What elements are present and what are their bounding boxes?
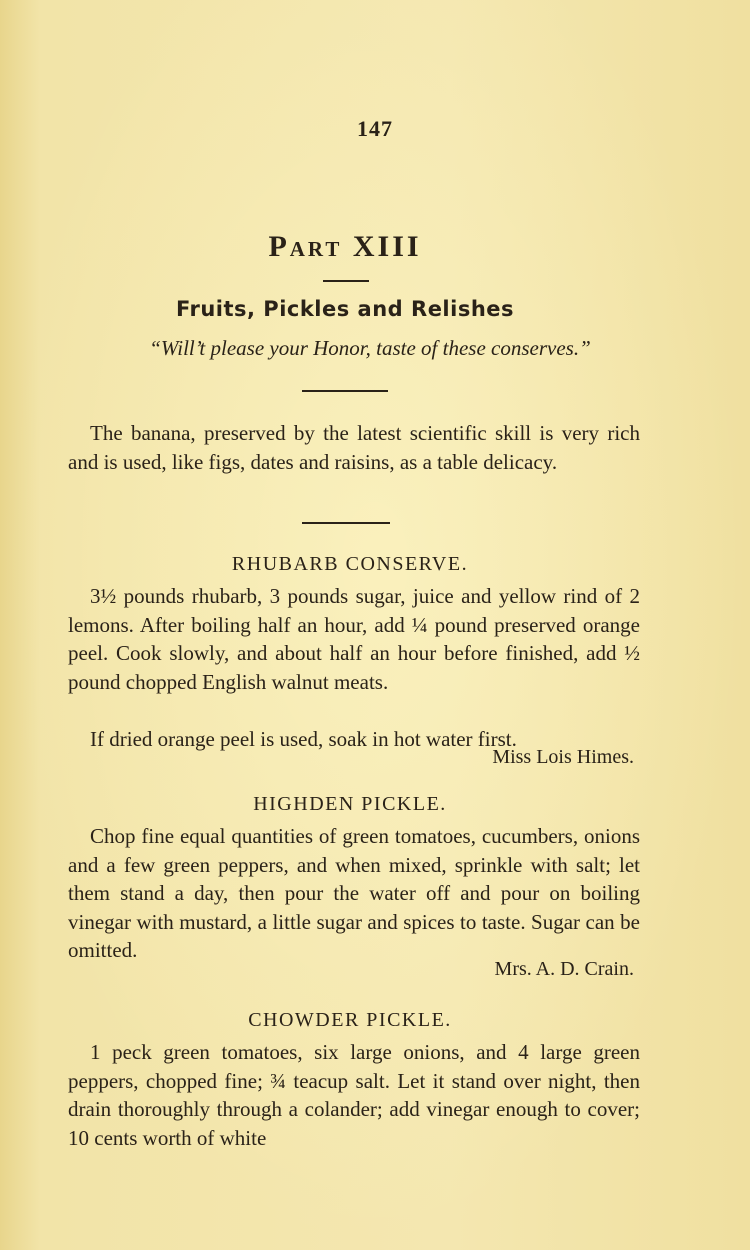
epigraph: “Will’t please your Honor, taste of these conserves.” bbox=[149, 336, 591, 360]
recipe-paragraph: If dried orange peel is used, soak in hot water first. bbox=[90, 727, 517, 751]
rule-under-epigraph bbox=[302, 390, 388, 392]
recipe-author: Mrs. A. D. Crain. bbox=[494, 958, 634, 980]
recipe-title-rhubarb-conserve: RHUBARB CONSERVE. bbox=[231, 553, 469, 575]
rule-under-part-title bbox=[323, 280, 369, 282]
page-number: 147 bbox=[357, 116, 393, 141]
rule-under-intro bbox=[302, 522, 390, 524]
section-title: Fruits, Pickles and Relishes bbox=[175, 297, 515, 321]
recipe-author: Miss Lois Himes. bbox=[492, 746, 634, 768]
recipe-title-chowder-pickle: CHOWDER PICKLE. bbox=[248, 1009, 452, 1031]
part-title: Part XIII bbox=[268, 230, 422, 263]
recipe-paragraph: Chop fine equal quantities of green tomatoes, cucumbers, onions and a few green peppers, and when mixed, sprinkle with salt; let them stand a day, then pour the water off and pour on boiling vinegar with mustard, a little sugar and spices to taste. Sugar can be omitted. bbox=[68, 824, 640, 962]
intro-paragraph: The banana, preserved by the latest scientific skill is very rich and is used, like figs, dates and raisins, as a table delicacy. bbox=[68, 421, 640, 474]
recipe-paragraph: 1 peck green tomatoes, six large onions, and 4 large green peppers, chopped fine; ¾ teacup salt. Let it stand over night, then drain thoroughly through a colander; add vinegar enough to cover; 10 cents worth of white bbox=[68, 1040, 640, 1150]
recipe-paragraph: 3½ pounds rhubarb, 3 pounds sugar, juice and yellow rind of 2 lemons. After boiling half an hour, add ¼ pound preserved orange peel. Cook slowly, and about half an hour before finished, add ½ pound chopped English walnut meats. bbox=[68, 584, 640, 694]
recipe-title-highden-pickle: HIGHDEN PICKLE. bbox=[253, 793, 447, 815]
